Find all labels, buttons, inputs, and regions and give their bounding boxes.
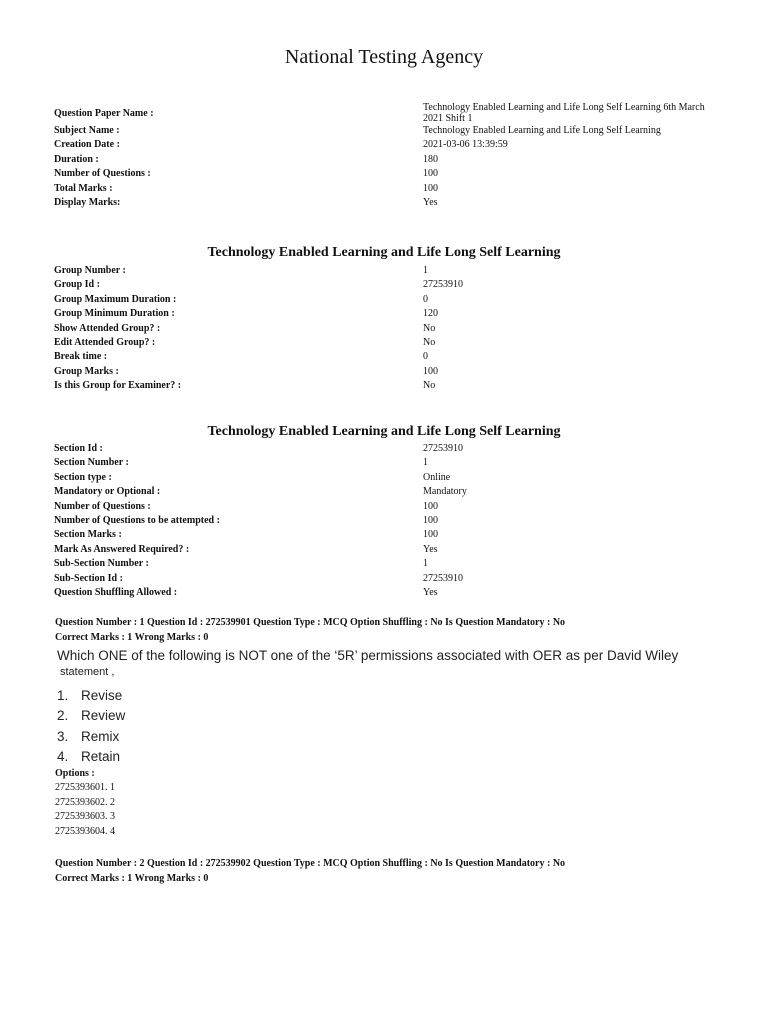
choice-text: Retain	[81, 749, 121, 765]
section-row	[54, 514, 734, 528]
choice-number: 3.	[57, 728, 69, 744]
choice-number: 2.	[57, 708, 69, 724]
group-label: Break time :	[54, 351, 108, 363]
info-value: Technology Enabled Learning and Life Long Self Learning	[423, 125, 661, 136]
info-value: 100	[423, 182, 438, 194]
group-row	[54, 322, 734, 336]
section-row	[54, 528, 734, 542]
group-value: 0	[423, 293, 428, 305]
info-row	[54, 138, 734, 152]
section-label: Sub-Section Id :	[54, 572, 123, 584]
section-label: Mark As Answered Required? :	[54, 543, 190, 555]
question-1-meta: Question Number : 1 Question Id : 272539901 Question Type : MCQ Option Shuffling : No Is Question Mandatory : No	[55, 617, 566, 628]
question-1-options	[55, 767, 115, 839]
section-value: 100	[423, 500, 438, 512]
info-row	[54, 196, 734, 210]
info-row	[54, 124, 734, 138]
section-label: Section Number :	[54, 457, 129, 469]
info-row	[54, 153, 734, 167]
group-value: No	[423, 380, 436, 392]
section-label: Section type :	[54, 471, 112, 483]
question-2-marks: Correct Marks : 1 Wrong Marks : 0	[55, 872, 209, 884]
group-value: No	[423, 336, 436, 348]
options-label: Options :	[55, 768, 95, 779]
group-label: Show Attended Group? :	[54, 322, 161, 334]
section-value: Yes	[423, 586, 438, 598]
info-label: Creation Date :	[54, 139, 120, 151]
choice-text: Review	[81, 708, 126, 724]
section-label: Mandatory or Optional :	[54, 486, 161, 498]
group-label: Group Marks :	[54, 365, 119, 377]
section-row	[54, 543, 734, 557]
section-value: 27253910	[423, 572, 463, 584]
group-row	[54, 350, 734, 364]
group-row	[54, 278, 734, 292]
section-value: 100	[423, 529, 438, 541]
page-title: National Testing Agency	[284, 46, 484, 68]
info-label: Duration :	[54, 153, 99, 165]
section-value: Yes	[423, 543, 438, 555]
group-label: Edit Attended Group? :	[54, 336, 156, 348]
info-label: Total Marks :	[54, 182, 113, 194]
info-label: Display Marks:	[54, 196, 121, 208]
group-row	[54, 264, 734, 278]
paper-info-table	[54, 103, 734, 210]
group-value: 0	[423, 351, 428, 363]
group-row	[54, 379, 734, 393]
info-label: Question Paper Name :	[54, 108, 154, 119]
option-item: 2725393601. 1	[55, 782, 115, 794]
option-item: 2725393603. 3	[55, 811, 115, 823]
info-label: Number of Questions :	[54, 168, 151, 180]
section-row	[54, 456, 734, 470]
question-1-text-line1: Which ONE of the following is NOT one of the ‘5R’ permissions associated with OER as per David Wiley	[57, 648, 679, 663]
section-label: Section Id :	[54, 443, 103, 454]
group-label: Group Number :	[54, 265, 126, 276]
section-row	[54, 471, 734, 485]
group-info-table	[54, 264, 734, 394]
group-value: 100	[423, 365, 438, 377]
section-value: 1	[423, 558, 428, 570]
section-label: Sub-Section Number :	[54, 558, 149, 570]
group-value: 27253910	[423, 279, 463, 291]
question-1-header	[55, 616, 565, 645]
choice-item	[57, 706, 125, 726]
info-value: 2021-03-06 13:39:59	[423, 139, 508, 151]
group-row	[54, 307, 734, 321]
info-value: Technology Enabled Learning and Life Long Self Learning 6th March 2021 Shift 1	[423, 102, 705, 124]
group-row	[54, 365, 734, 379]
section-row	[54, 500, 734, 514]
question-1-text-line2: statement ,	[60, 666, 115, 678]
section-row	[54, 485, 734, 499]
info-value: 100	[423, 168, 438, 180]
choice-item	[57, 686, 125, 706]
choice-item	[57, 727, 125, 747]
section-row	[54, 572, 734, 586]
group-value: 120	[423, 308, 438, 320]
section-label: Section Marks :	[54, 529, 122, 541]
section-row	[54, 586, 734, 600]
question-1-choices	[57, 686, 125, 768]
group-value: No	[423, 322, 436, 334]
section-title: Technology Enabled Learning and Life Long Self Learning	[207, 424, 561, 439]
section-row	[54, 557, 734, 571]
section-value: Mandatory	[423, 486, 467, 498]
info-row	[54, 182, 734, 196]
question-1-marks: Correct Marks : 1 Wrong Marks : 0	[55, 631, 209, 643]
group-value: 1	[423, 265, 428, 276]
section-value: 1	[423, 457, 428, 469]
info-row	[54, 103, 734, 124]
choice-number: 4.	[57, 749, 69, 765]
group-row	[54, 293, 734, 307]
group-label: Is this Group for Examiner? :	[54, 380, 182, 392]
choice-number: 1.	[57, 688, 69, 703]
section-info-table	[54, 442, 734, 600]
choice-item	[57, 747, 125, 767]
info-label: Subject Name :	[54, 125, 120, 136]
section-value: 27253910	[423, 443, 463, 454]
group-label: Group Maximum Duration :	[54, 293, 177, 305]
group-label: Group Id :	[54, 279, 100, 291]
section-label: Number of Questions to be attempted :	[54, 514, 220, 526]
section-label: Number of Questions :	[54, 500, 151, 512]
choice-text: Revise	[81, 688, 123, 703]
question-2-meta: Question Number : 2 Question Id : 272539902 Question Type : MCQ Option Shuffling : No Is Question Mandatory : No	[55, 858, 566, 869]
option-item: 2725393602. 2	[55, 796, 115, 808]
group-label: Group Minimum Duration :	[54, 308, 175, 320]
section-label: Question Shuffling Allowed :	[54, 586, 178, 598]
option-item: 2725393604. 4	[55, 825, 115, 837]
section-value: 100	[423, 514, 438, 526]
info-row	[54, 167, 734, 181]
info-value: Yes	[423, 196, 438, 208]
choice-text: Remix	[81, 728, 120, 744]
section-row	[54, 442, 734, 456]
info-value: 180	[423, 153, 438, 165]
question-2-header	[55, 857, 565, 886]
section-value: Online	[423, 471, 451, 483]
group-title: Technology Enabled Learning and Life Long Self Learning	[207, 245, 561, 260]
group-row	[54, 336, 734, 350]
